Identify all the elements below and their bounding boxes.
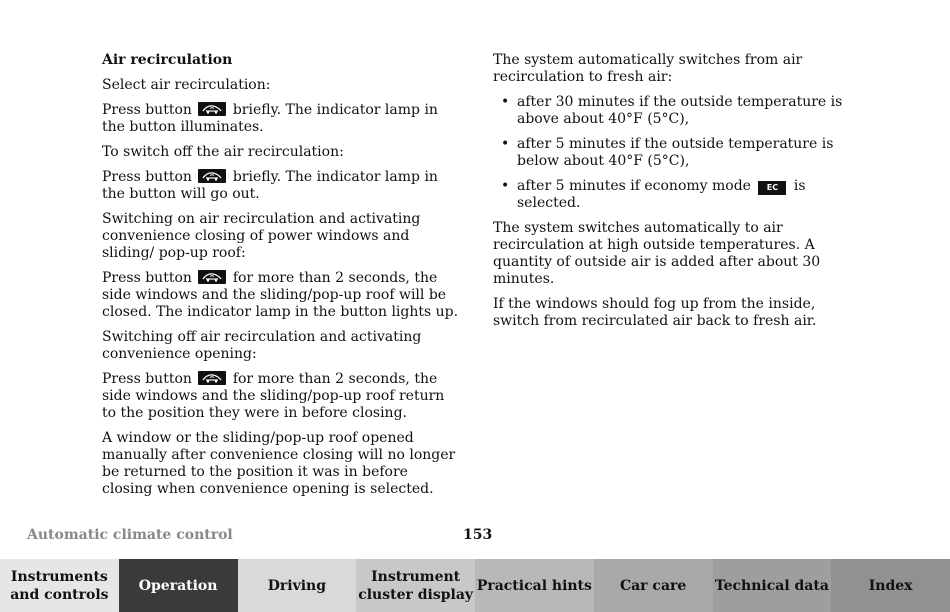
list-item: • after 30 minutes if the outside temperature is above about 40°F (5°C), [493,94,853,128]
air-recirculation-icon [198,102,226,116]
tab-operation[interactable]: Operation [119,559,238,612]
paragraph: Press button briefly. The indicator lamp in the button illuminates. [102,102,438,135]
chapter-tab-bar [0,559,950,612]
paragraph: A window or the sliding/pop-up roof opened manually after convenience closing will no longer be returned to the position it was in before closing when convenience opening is selected. [102,430,456,497]
paragraph: Select air recirculation: [102,77,271,93]
tab-instrument-cluster-display[interactable]: Instrument cluster display [356,559,475,612]
bullet-list [493,94,853,212]
right-column [493,52,853,338]
paragraph: Switching on air recirculation and activating convenience closing of power windows and sliding/ pop-up roof: [102,211,421,261]
tab-driving[interactable]: Driving [238,559,357,612]
footer-section-title: Automatic climate control [27,527,233,543]
paragraph: Switching off air recirculation and activating convenience opening: [102,329,422,362]
list-item: • after 5 minutes if economy mode EC is selected. [493,178,853,212]
paragraph: The system switches automatically to air recirculation at high outside temperatures. A quantity of outside air is added after about 30 minutes. [493,220,821,287]
paragraph: Press button for more than 2 seconds, the side windows and the sliding/pop-up roof will be closed. The indicator lamp in the button lights up. [102,270,459,320]
left-column [102,52,462,506]
air-recirculation-icon [198,270,226,284]
paragraph: The system automatically switches from air recirculation to fresh air: [493,52,803,85]
paragraph: Press button for more than 2 seconds, the side windows and the sliding/pop-up roof return to the position they were in before closing. [102,371,445,421]
tab-technical-data[interactable]: Technical data [713,559,832,612]
paragraph: If the windows should fog up from the inside, switch from recirculated air back to fresh air. [493,296,817,329]
tab-practical-hints[interactable]: Practical hints [475,559,594,612]
air-recirculation-icon [198,169,226,183]
tab-car-care[interactable]: Car care [594,559,713,612]
tab-instruments-and-controls[interactable]: Instruments and controls [0,559,119,612]
economy-mode-icon: EC [758,181,786,195]
section-heading: Air recirculation [102,52,233,68]
paragraph: To switch off the air recirculation: [102,144,344,160]
list-item: • after 5 minutes if the outside temperature is below about 40°F (5°C), [493,136,853,170]
page-number: 153 [463,527,493,543]
tab-index[interactable]: Index [831,559,950,612]
air-recirculation-icon [198,371,226,385]
paragraph: Press button briefly. The indicator lamp in the button will go out. [102,169,438,202]
